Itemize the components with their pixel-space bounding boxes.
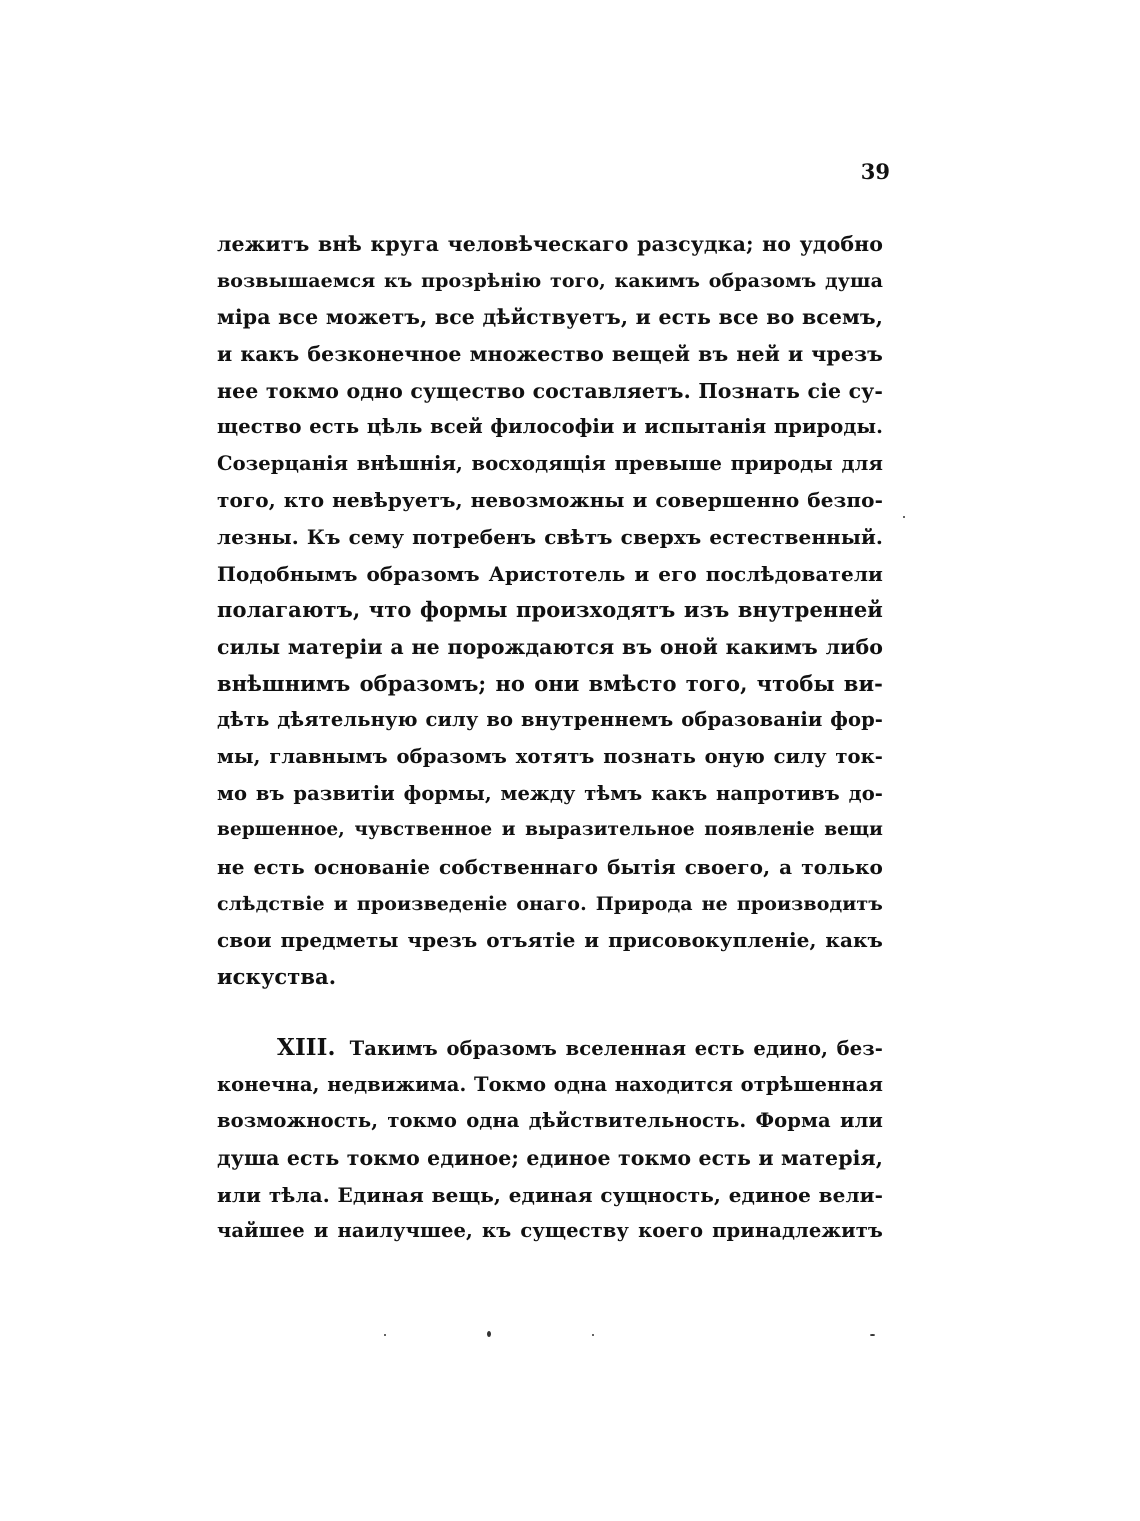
text-line: силы матеріи а не порождаются въ оной какимъ либо bbox=[217, 635, 883, 660]
scan-speck bbox=[592, 1334, 594, 1336]
text-line: внѣшнимъ образомъ; но они вмѣсто того, чтобы ви- bbox=[217, 670, 883, 696]
text-line: нее токмо одно существо составляетъ. Познать сіе су- bbox=[217, 378, 883, 403]
text-line: лезны. Къ сему потребенъ свѣтъ сверхъ естественный. bbox=[217, 525, 883, 550]
scan-speck bbox=[487, 1331, 491, 1337]
text-line: чайшее и наилучшее, къ существу коего принадлежитъ bbox=[217, 1219, 883, 1243]
text-line: или тѣла. Единая вещь, единая сущность, единое вели- bbox=[217, 1182, 883, 1207]
section-first-line bbox=[217, 1030, 883, 1067]
text-line: полагаютъ, что формы произходятъ изъ внутренней bbox=[217, 597, 883, 623]
text-line: возможность, токмо одна дѣйствительность. Форма или bbox=[217, 1109, 883, 1133]
text-line: не есть основаніе собственнаго бытія своего, а только bbox=[217, 854, 883, 879]
section-number: XIII. bbox=[277, 1034, 336, 1061]
paragraph-1 bbox=[217, 226, 883, 995]
scan-speck bbox=[903, 516, 905, 518]
scan-speck bbox=[384, 1334, 386, 1336]
section-first-line-text: Такимъ образомъ вселенная есть едино, без- bbox=[349, 1037, 883, 1060]
text-line: того, кто невѣруетъ, невозможны и совершенно безпо- bbox=[217, 488, 883, 513]
text-line: возвышаемся къ прозрѣнію того, какимъ образомъ душа bbox=[217, 269, 883, 292]
text-line: щество есть цѣль всей философіи и испытанія природы. bbox=[217, 415, 883, 439]
text-line: и какъ безконечное множество вещей въ ней и чрезъ bbox=[217, 341, 883, 366]
text-line: лежитъ внѣ круга человѣческаго разсудка; но удобно bbox=[217, 232, 883, 256]
text-line: дѣть дѣятельную силу во внутреннемъ образованіи фор- bbox=[217, 708, 883, 732]
text-line: искуства. bbox=[217, 963, 337, 989]
paragraph-2 bbox=[217, 1030, 883, 1250]
scan-speck bbox=[870, 1334, 875, 1336]
text-line: Подобнымъ образомъ Аристотель и его послѣдователи bbox=[217, 561, 883, 586]
text-line: душа есть токмо единое; единое токмо есть и матерія, bbox=[217, 1145, 883, 1170]
text-line: конечна, недвижима. Токмо одна находится отрѣшенная bbox=[217, 1072, 883, 1096]
text-line: мо въ развитіи формы, между тѣмъ какъ напротивъ до- bbox=[217, 781, 883, 805]
text-line: мы, главнымъ образомъ хотятъ познать оную силу ток- bbox=[217, 744, 883, 768]
text-line: вершенное, чувственное и выразительное появленіе вещи bbox=[217, 819, 883, 841]
text-line: Созерцанія внѣшнія, восходящія превыше природы для bbox=[217, 451, 883, 475]
text-line: свои предметы чрезъ отъятіе и присовокупленіе, какъ bbox=[217, 928, 883, 953]
text-line: слѣдствіе и произведеніе онаго. Природа не производитъ bbox=[217, 892, 883, 915]
text-line: міра все можетъ, все дѣйствуетъ, и есть все во всемъ, bbox=[217, 305, 883, 330]
page-number: 39 bbox=[860, 159, 890, 184]
